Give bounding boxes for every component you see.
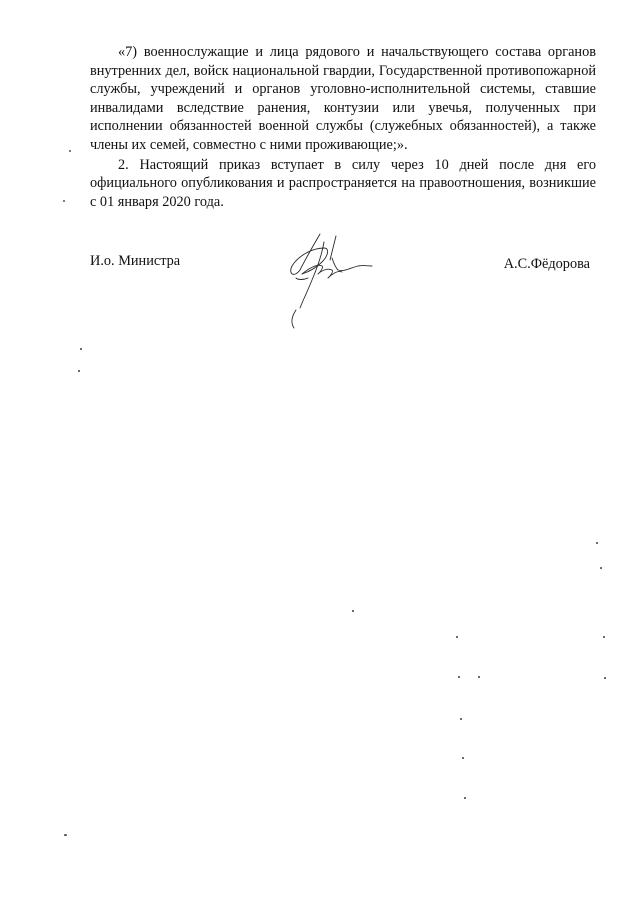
scan-speck: [604, 677, 606, 679]
scan-speck: [462, 757, 464, 759]
scan-speck: [352, 610, 354, 612]
paragraph-2: 2. Настоящий приказ вступает в силу через 10 дней после дня его официального опубликования и распространяется на правоотношения, возникшие с 01 января 2020 года.: [90, 156, 596, 210]
scan-speck: [63, 200, 65, 202]
scan-speck: [458, 676, 460, 678]
scan-speck: [64, 834, 67, 836]
scan-speck: [464, 797, 466, 799]
scan-speck: [478, 676, 480, 678]
scan-speck: [603, 636, 605, 638]
scan-speck: [456, 636, 458, 638]
scan-speck: [600, 567, 602, 569]
scan-speck: [460, 718, 462, 720]
signatory-title: И.о. Министра: [90, 253, 181, 269]
paragraph-item-7: «7) военнослужащие и лица рядового и начальствующего состава органов внутренних дел, войск национальной гвардии, Государственной противопожарной службы, учреждений и органов уголовно-исполнительной системы, ставшие инвалидами вследствие ранения, контузии или увечья, полученных при исполнении обязанностей военной службы (служебных обязанностей), а также члены их семей, совместно с ними проживающие;».: [90, 44, 596, 153]
scan-speck: [69, 150, 71, 152]
handwritten-signature: [278, 226, 388, 336]
scan-speck: [596, 542, 598, 544]
scan-speck: [78, 370, 80, 372]
scan-speck: [80, 348, 82, 350]
document-body: [90, 43, 596, 211]
signatory-name: А.С.Фёдорова: [503, 256, 590, 272]
